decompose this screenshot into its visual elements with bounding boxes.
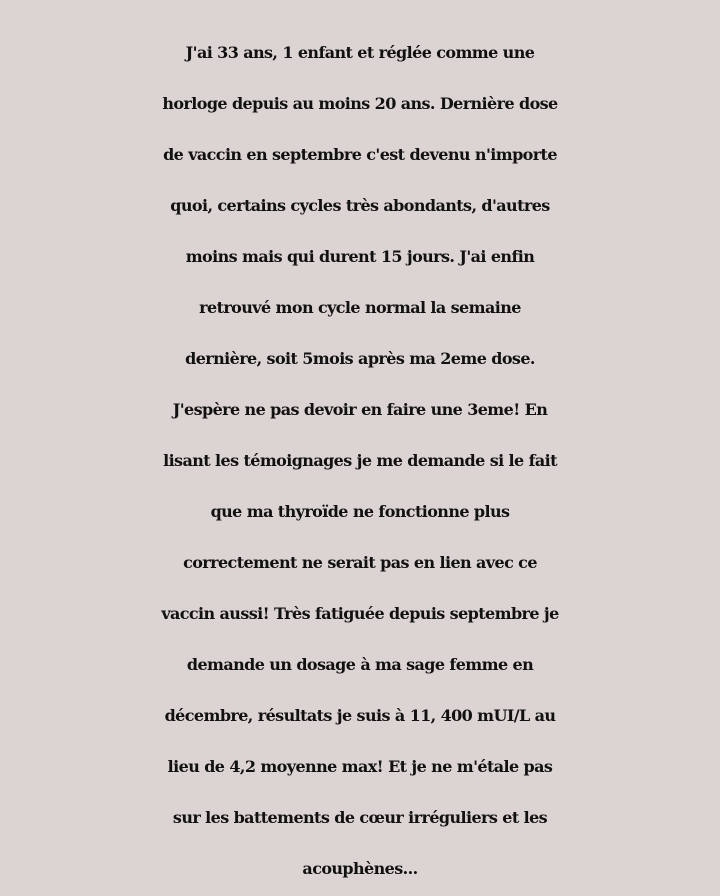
text-line: horloge depuis au moins 20 ans. Dernière dose [162,94,558,113]
text-line: acouphènes... [302,859,418,878]
text-line: J'espère ne pas devoir en faire une 3eme! En [172,400,548,419]
text-line: retrouvé mon cycle normal la semaine [199,298,521,317]
text-line: correctement ne serait pas en lien avec ce [183,553,537,572]
text-line: sur les battements de cœur irréguliers et les [172,808,548,827]
text-line: lisant les témoignages je me demande si le fait [163,451,557,470]
text-line: décembre, résultats je suis à 11, 400 mUI/L au [164,706,556,725]
text-line: de vaccin en septembre c'est devenu n'importe [163,145,557,164]
text-line: dernière, soit 5mois après ma 2eme dose. [185,349,535,368]
text-line: vaccin aussi! Très fatiguée depuis septembre je [161,604,559,623]
text-line: moins mais qui durent 15 jours. J'ai enfin [185,247,535,266]
text-line: demande un dosage à ma sage femme en [186,655,534,674]
text-line: J'ai 33 ans, 1 enfant et réglée comme une [185,43,535,62]
text-line: quoi, certains cycles très abondants, d'autres [170,196,550,215]
text-line: que ma thyroïde ne fonctionne plus [210,502,510,521]
testimony-text [0,27,720,894]
text-line: lieu de 4,2 moyenne max! Et je ne m'étale pas [167,757,553,776]
